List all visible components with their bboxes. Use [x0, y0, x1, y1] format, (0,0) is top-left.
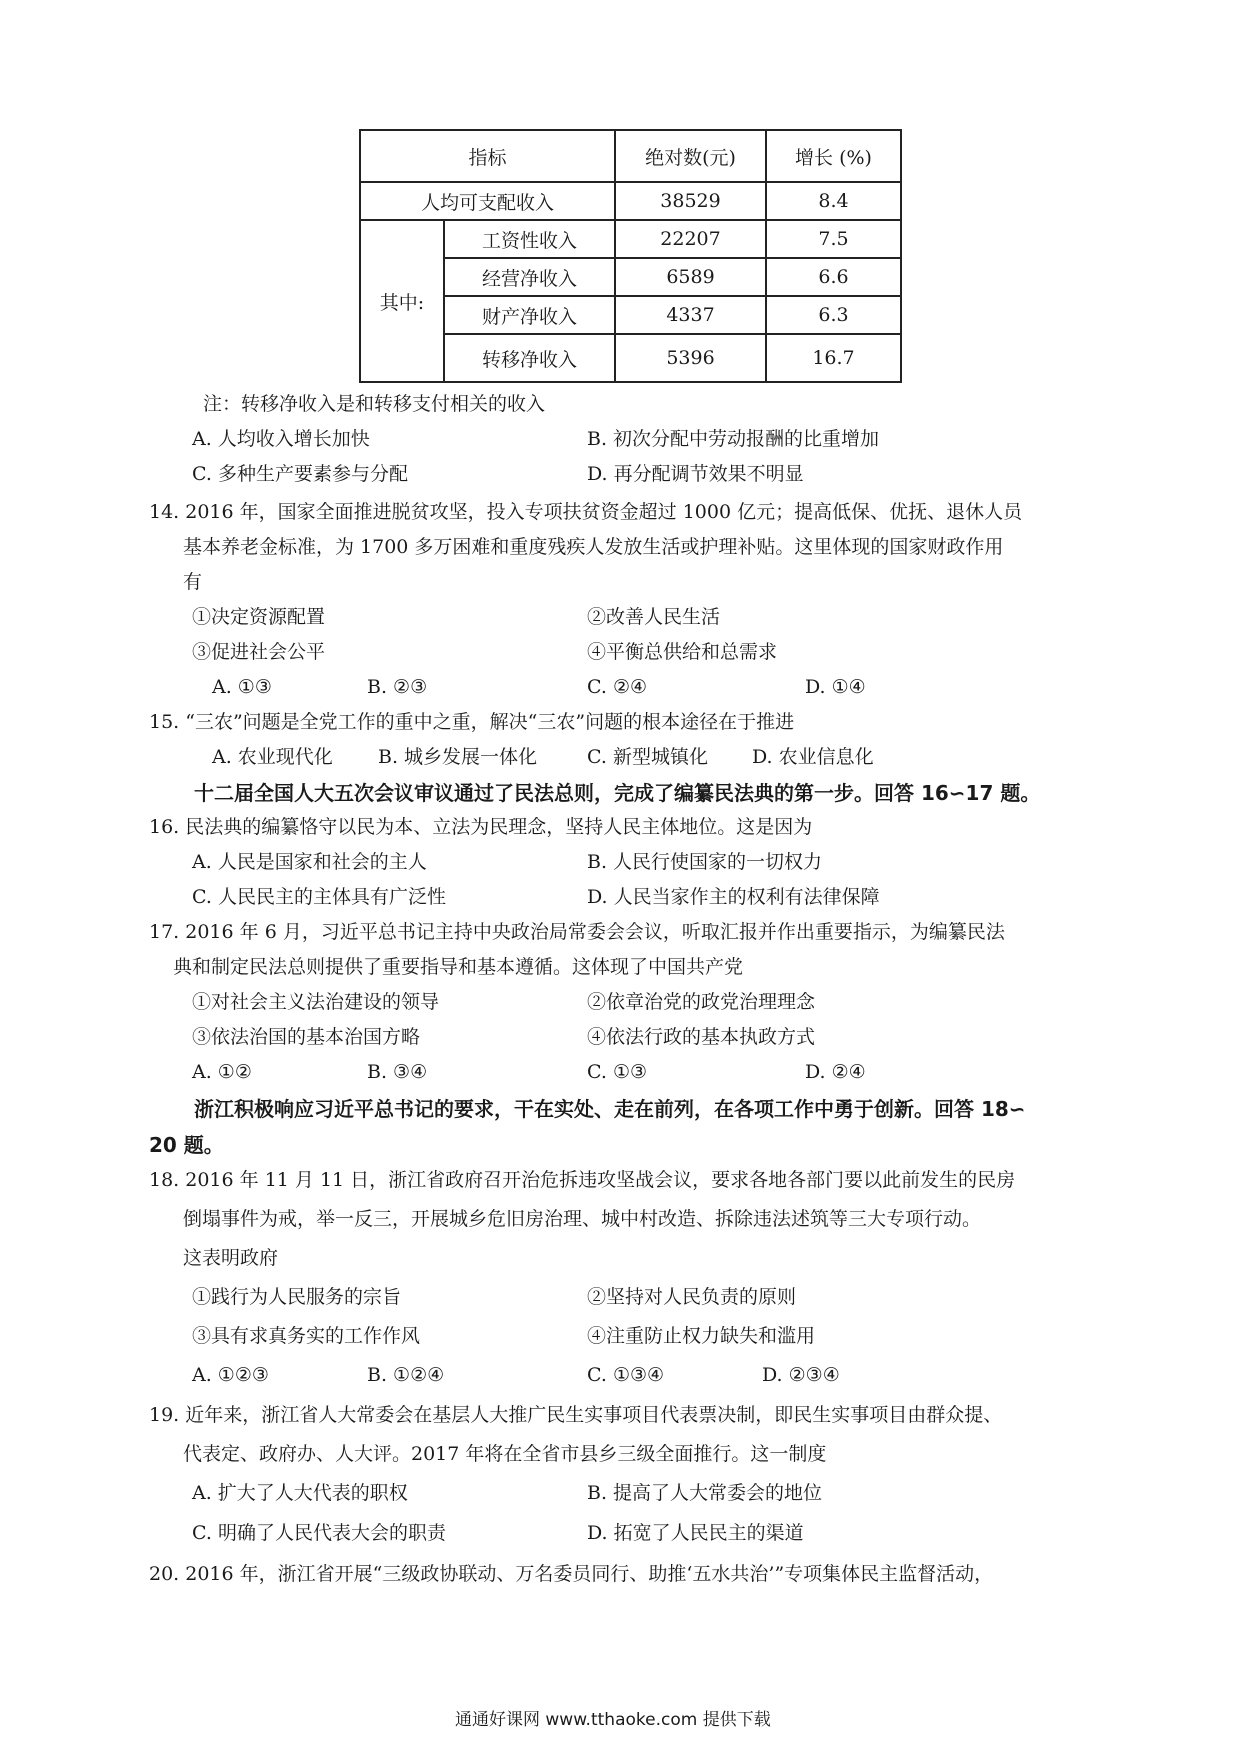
q18-stem-line3: 这表明政府: [183, 1247, 279, 1269]
q18-statement-1: ①践行为人民服务的宗旨: [192, 1286, 402, 1308]
group-label: 其中:: [360, 220, 444, 382]
q14-stem-line2: 基本养老金标准，为 1700 多万困难和重度残疾人发放生活或护理补贴。这里体现的国家财政作用: [183, 536, 1004, 558]
q16-option-a: A. 人民是国家和社会的主人: [192, 851, 427, 873]
row-label: 人均可支配收入: [360, 182, 615, 220]
row-label: 转移净收入: [444, 334, 615, 382]
q18-statement-4: ④注重防止权力缺失和滥用: [587, 1325, 816, 1347]
q15-stem: 15. “三农”问题是全党工作的重中之重，解决“三农”问题的根本途径在于推进: [149, 711, 795, 733]
q14-option-d: D. ①④: [805, 676, 866, 698]
q15-option-b: B. 城乡发展一体化: [378, 746, 538, 768]
table-note: 注：转移净收入是和转移支付相关的收入: [203, 393, 546, 415]
q18-statement-3: ③具有求真务实的工作作风: [192, 1325, 421, 1347]
q15-option-d: D. 农业信息化: [752, 746, 874, 768]
table-header-row: [360, 130, 901, 182]
row-growth: 7.5: [766, 220, 901, 258]
q14-stem-line1: 14. 2016 年，国家全面推进脱贫攻坚，投入专项扶贫资金超过 1000 亿元；提高低保、优抚、退休人员: [149, 501, 1023, 523]
row-label: 财产净收入: [444, 296, 615, 334]
row-label: 工资性收入: [444, 220, 615, 258]
row-value: 22207: [615, 220, 766, 258]
header-indicator: 指标: [360, 130, 615, 182]
q14-statement-4: ④平衡总供给和总需求: [587, 641, 778, 663]
q19-option-b: B. 提高了人大常委会的地位: [587, 1482, 823, 1504]
q18-option-b: B. ①②④: [367, 1364, 445, 1386]
header-absolute: 绝对数(元): [615, 130, 766, 182]
q17-statement-4: ④依法行政的基本执政方式: [587, 1026, 816, 1048]
row-value: 4337: [615, 296, 766, 334]
q14-statement-1: ①决定资源配置: [192, 606, 326, 628]
q17-stem-line2: 典和制定民法总则提供了重要指导和基本遵循。这体现了中国共产党: [173, 956, 744, 978]
footer-source: 通通好课网 www.tthaoke.com 提供下载: [455, 1710, 771, 1730]
q16-option-b: B. 人民行使国家的一切权力: [587, 851, 823, 873]
q19-option-a: A. 扩大了人大代表的职权: [192, 1482, 408, 1504]
q18-statement-2: ②坚持对人民负责的原则: [587, 1286, 797, 1308]
q17-statement-1: ①对社会主义法治建设的领导: [192, 991, 440, 1013]
row-growth: 16.7: [766, 334, 901, 382]
material-18-20-line2: 20 题。: [149, 1133, 224, 1157]
q18-option-d: D. ②③④: [762, 1364, 840, 1386]
table-row: [360, 220, 901, 258]
q14-statement-2: ②改善人民生活: [587, 606, 721, 628]
row-growth: 8.4: [766, 182, 901, 220]
q18-stem-line1: 18. 2016 年 11 月 11 日，浙江省政府召开治危拆违攻坚战会议，要求各地各部门要以此前发生的民房: [149, 1169, 1016, 1191]
q20-stem-line1: 20. 2016 年，浙江省开展“三级政协联动、万名委员同行、助推‘五水共治’”专项集体民主监督活动，: [149, 1563, 994, 1585]
q13-option-b: B. 初次分配中劳动报酬的比重增加: [587, 428, 880, 450]
q13-option-d: D. 再分配调节效果不明显: [587, 463, 804, 485]
material-18-20-line1: 浙江积极响应习近平总书记的要求，干在实处、走在前列，在各项工作中勇于创新。回答 18∽: [194, 1097, 1026, 1121]
q14-option-c: C. ②④: [587, 676, 648, 698]
row-growth: 6.6: [766, 258, 901, 296]
q17-option-a: A. ①②: [192, 1061, 252, 1083]
q15-option-c: C. 新型城镇化: [587, 746, 708, 768]
row-value: 5396: [615, 334, 766, 382]
row-value: 38529: [615, 182, 766, 220]
q18-option-c: C. ①③④: [587, 1364, 665, 1386]
q17-statement-3: ③依法治国的基本治国方略: [192, 1026, 421, 1048]
row-label: 经营净收入: [444, 258, 615, 296]
q13-option-c: C. 多种生产要素参与分配: [192, 463, 408, 485]
q16-option-d: D. 人民当家作主的权利有法律保障: [587, 886, 880, 908]
q19-option-c: C. 明确了人民代表大会的职责: [192, 1522, 446, 1544]
q18-stem-line2: 倒塌事件为戒，举一反三，开展城乡危旧房治理、城中村改造、拆除违法述筑等三大专项行动。: [183, 1208, 982, 1230]
q19-option-d: D. 拓宽了人民民主的渠道: [587, 1522, 804, 1544]
row-growth: 6.3: [766, 296, 901, 334]
q16-stem: 16. 民法典的编纂恪守以民为本、立法为民理念，坚持人民主体地位。这是因为: [149, 816, 813, 838]
q17-statement-2: ②依章治党的政党治理理念: [587, 991, 816, 1013]
q16-option-c: C. 人民民主的主体具有广泛性: [192, 886, 446, 908]
q17-option-c: C. ①③: [587, 1061, 648, 1083]
q17-option-d: D. ②④: [805, 1061, 866, 1083]
q13-option-a: A. 人均收入增长加快: [192, 428, 370, 450]
q14-stem-line3: 有: [183, 571, 203, 593]
q18-option-a: A. ①②③: [192, 1364, 269, 1386]
q14-option-a: A. ①③: [212, 676, 272, 698]
income-table: [359, 129, 902, 383]
q14-option-b: B. ②③: [367, 676, 428, 698]
q19-stem-line1: 19. 近年来，浙江省人大常委会在基层人大推广民生实事项目代表票决制，即民生实事项目由群众提、: [149, 1404, 1003, 1426]
row-value: 6589: [615, 258, 766, 296]
q17-option-b: B. ③④: [367, 1061, 428, 1083]
q17-stem-line1: 17. 2016 年 6 月，习近平总书记主持中央政治局常委会会议，听取汇报并作出重要指示，为编纂民法: [149, 921, 1005, 943]
q19-stem-line2: 代表定、政府办、人大评。2017 年将在全省市县乡三级全面推行。这一制度: [183, 1443, 827, 1465]
material-16-17: 十二届全国人大五次会议审议通过了民法总则，完成了编纂民法典的第一步。回答 16∽17 题。: [194, 781, 1041, 805]
q15-option-a: A. 农业现代化: [212, 746, 333, 768]
header-growth: 增长 (%): [766, 130, 901, 182]
q14-statement-3: ③促进社会公平: [192, 641, 326, 663]
table-row: [360, 182, 901, 220]
